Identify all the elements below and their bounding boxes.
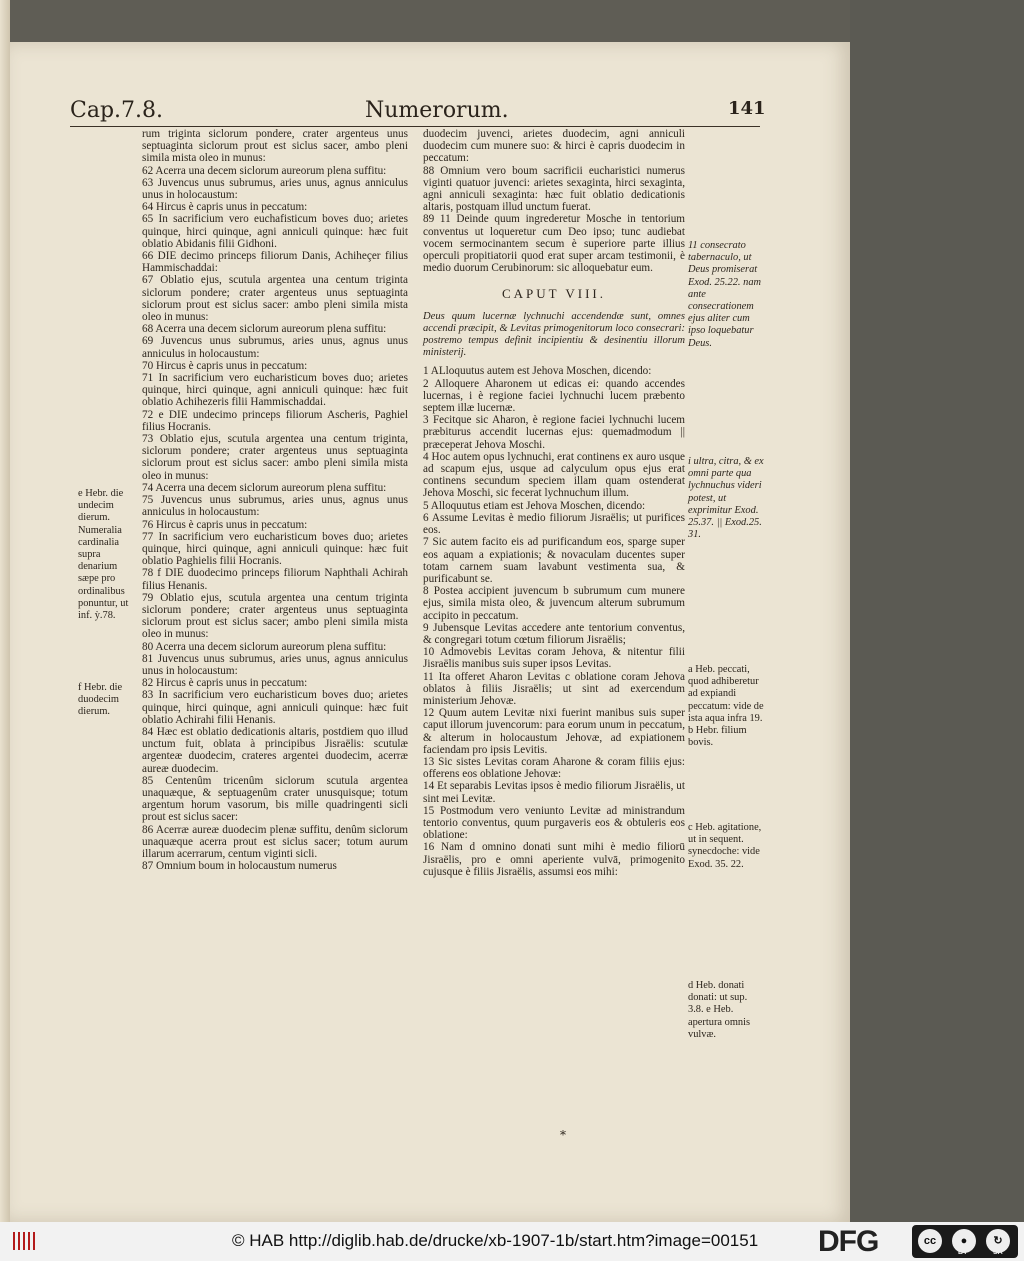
verse: 11 Ita offeret Aharon Levitas c oblatione coram Jehova oblatos à filiis Jisraëlis; ut sint ad exercendum ministerium Jehovæ. [423,670,685,707]
running-head-chapter: Cap.7.8. [70,98,164,123]
verse: 81 Juvencus unus subrumus, aries unus, agnus anniculus unus in holocaustum: [142,652,408,677]
verse: 68 Acerra una decem siclorum aureorum plena suffitu: [142,323,387,336]
verse: 6 Assume Levitas è medio filiorum Jisraëlis; ut purifices eos. [423,511,685,537]
margin-note-left-1: e Hebr. die undecim dierum. Numeralia cardinalia supra denarium sæpe pro ordinalibus ponuntur, ut inf. ỳ.78. [78,488,129,622]
by-person-icon: ● [952,1229,976,1253]
verse: 70 Hircus è capris unus in peccatum: [142,359,308,372]
verse: 67 Oblatio ejus, scutula argentea una centum triginta siclorum pondere; crater argenteus unus septuaginta siclorum prout est siclus sacer: ambo pleni simila mista oleo in munus: [142,274,408,324]
cc-icon: cc [918,1229,942,1253]
verse: 7 Sic autem facito eis ad purificandum eos, sparge super eos aquam a expiationis; & novaculam ducentes super totam carnem suam lavabunt vestimenta sua, & purificabunt se. [423,536,685,585]
verse: 10 Admovebis Levitas coram Jehova, & nitentur filii Jisraëlis manibus suis super ipsos Levitas. [423,646,685,671]
verse: 80 Acerra una decem siclorum aureorum plena suffitu: [142,640,387,653]
previous-page-edge [0,0,10,1222]
verse: 86 Acerræ aureæ duodecim plenæ suffitu, denûm siclorum unaquæque acerra prout est siclus sacer; totum aurum illarum acerrarum, centum viginti sicli. [142,823,408,860]
verse: 77 In sacrificium vero eucharisticum boves duo; arietes quinque, hirci quinque, agni anniculi quinque: hæc fuit oblatio Paghielis filii Hocranis. [142,530,408,568]
verse: 72 e DIE undecimo princeps filiorum Ascheris, Paghiel filius Hocranis. [142,408,408,433]
verse: 15 Postmodum vero veniunto Levitæ ad ministrandum tentorio conventus, quum purgaveris eos & obtuleris eos oblatione: [423,804,685,842]
verse: 65 In sacrificium vero euchafisticum boves duo; arietes quinque, hirci quinque, agni anniculi quinque: hæc fuit oblatio Abidanis filii Gidhoni. [142,213,408,250]
page-number: 141 [728,98,766,119]
verse: 84 Hæc est oblatio dedicationis altaris, postdiem quo illud unctum fuit, oblata à principibus Jisraëlis: scutulæ argenteæ duodecim, crateres argentei duodecim, acerræ aureæ duodecim. [142,725,408,775]
header-rule [70,126,760,127]
copyright-link[interactable]: © HAB http://diglib.hab.de/drucke/xb-1907-1b/start.htm?image=00151 [232,1231,759,1250]
sa-label: SA [993,1249,1003,1256]
verse: 64 Hircus è capris unus in peccatum: [142,201,308,214]
asterisk-ornament: * [560,1128,566,1142]
verse: 85 Centenûm tricenûm siclorum scutula argentea unaquæque, & septuagenûm crater unusquisque; totum argentum horum vasorum, bis mille quadringenti sicli prout est siclus sacer: [142,774,408,824]
verse: 12 Quum autem Levitæ nixi fuerint manibus suis super caput illorum juvencorum: para eorum unum in peccatum, & alterum in holocaustum Jehovæ, ad expiationem faciendam pro ipsis Levitis. [423,707,685,756]
verse: 69 Juvencus unus subrumus, aries unus, agnus unus anniculus in holocaustum: [142,335,408,360]
verse: 71 In sacrificium vero eucharisticum boves duo; arietes quinque, hirci quinque, agni anniculi quinque: hæc fuit oblatio Achihezeris filii Hammischaddai. [142,372,408,409]
margin-note-left-2: f Hebr. die duodecim dierum. [78,682,123,718]
verse: 88 Omnium vero boum sacrificii eucharistici numerus viginti quatuor juvenci: arietes sexaginta, hirci sexaginta, agni anniculi sexaginta: hæc fuit oblatio dedicationis altaris, postquam illud unctum fuerat. [423,164,685,214]
verse: 62 Acerra una decem siclorum aureorum plena suffitu: [142,164,387,177]
verse: 4 Hoc autem opus lychnuchi, erat continens ex auro usque ad scapum ejus, usque ad calyculum opus ejus erat continens secundum speciem illam quam ostenderat Jehova Moschi, sic fecerat lychnuchum illum. [423,450,685,500]
verse: 75 Juvencus unus subrumus, aries unus, agnus unus anniculus in holocaustum: [142,494,408,519]
verse: 83 In sacrificium vero eucharisticum boves duo; arietes quinque, hirci quinque, agni anniculi quinque: hæc fuit oblatio Achirahi filii Henanis. [142,689,408,726]
cc-license-badge[interactable] [912,1225,1018,1258]
verse: 78 f DIE duodecimo princeps filiorum Naphthali Achirah filius Henanis. [142,567,408,592]
running-head-title: Numerorum. [365,98,509,123]
verse: 16 Nam d omnino donati sunt mihi è medio filiorū Jisraëlis, pro e omni aperiente vulvā, primogenito cujusque è filiis Jisraëlis, assumsi eos mihi: [423,841,685,878]
verse: 76 Hircus è capris unus in peccatum: [142,518,308,531]
viewer-footer [0,1222,1024,1261]
text-column-right [423,128,685,878]
share-alike-icon: ↻ [986,1229,1010,1253]
scan-margin-dark [850,0,1024,1222]
chapter-summary: Deus quum lucernæ lychnuchi accendendæ sunt, omnes accendi præcipit, & Levitas primogenitorum loco consecrari: postremo tempus definit incipientiu & desinentiu illorum ministerij. [423,310,685,359]
verse: duodecim juvenci, arietes duodecim, agni anniculi duodecim cum munere suo: & hirci è capris duodecim in peccatum: [423,128,685,165]
verse: 82 Hircus è capris unus in peccatum: [142,677,308,690]
library-logo-icon [10,1228,38,1254]
verse: 5 Alloquutus etiam est Jehova Moschen, dicendo: [423,499,646,512]
text-column-left [142,128,408,872]
verse: 79 Oblatio ejus, scutula argentea una centum triginta siclorum pondere; crater argenteus unus septuaginta siclorum prout est siclus sacer; ambo pleni simila mista oleo in munus: [142,591,408,641]
verse: 2 Alloquere Aharonem ut edicas ei: quando accendes lucernas, i è regione faciei lychnuchi lucem præbento septem illæ lucernæ. [423,377,685,415]
verse: 9 Jubensque Levitas accedere ante tentorium conventus, & congregari totum cœtum filiorum Jisraëlis; [423,621,685,646]
verse: 13 Sic sistes Levitas coram Aharone & coram filiis ejus: offerens eos oblatione Jehovæ: [423,755,685,781]
margin-note-right-2: i ultra, citra, & ex omni parte qua lychnuchus videri potest, ut exprimitur Exod. 25.37. || Exod.25. 31. [688,456,764,541]
verse: 87 Omnium boum in holocaustum numerus [142,860,337,873]
margin-note-right-3: a Heb. peccati, quod adhiberetur ad expiandi peccatum: vide de ista aqua infra 19. b Hebr. filium bovis. [688,664,764,749]
margin-note-right-4: c Heb. agitatione, ut in sequent. synecdoche: vide Exod. 35. 22. [688,822,762,870]
verse: 89 11 Deinde quum ingrederetur Mosche in tentorium conventus ut loqueretur cum Deo ipso; tunc audiebat vocem sermocinantem secum è superiore parte illius operculi propitiatorii quod erat super arcam testimonii, è medio duorum Cerubinorum: sic alloquebatur eum. [423,213,685,275]
verse: rum triginta siclorum pondere, crater argenteus unus septuaginta siclorum prout est siclus sacer, ambo pleni simila mista oleo in munus: [142,128,408,165]
margin-note-right-5: d Heb. donati donati: ut sup. 3.8. e Heb. apertura omnis vulvæ. [688,980,751,1040]
dfg-logo[interactable]: DFG [818,1225,879,1258]
verse: 74 Acerra una decem siclorum aureorum plena suffitu: [142,481,387,494]
verse: 8 Postea accipient juvencum b subrumum cum munere ejus, simila mista oleo, & juvencum alterum subrumum accipito in peccatum. [423,585,685,622]
verse: 14 Et separabis Levitas ipsos è medio filiorum Jisraëlis, ut sint mei Levitæ. [423,780,685,805]
verse: 1 ALloquutus autem est Jehova Moschen, dicendo: [423,365,652,378]
verse: 73 Oblatio ejus, scutula argentea una centum triginta, siclorum pondere; crater argenteus unus septuaginta siclorum prout est siclus sacer: ambo pleni simila mista oleo in munus: [142,433,408,482]
verse: 66 DIE decimo princeps filiorum Danis, Achiheçer filius Hammischaddai: [142,250,408,275]
verse: 3 Fecitque sic Aharon, è regione faciei lychnuchi lucem præbiturus accendit lucernas ejus: quemadmodum || præceperat Jehova Moschi. [423,414,685,451]
chapter-heading: CAPUT VIII. [501,286,607,302]
verse: 63 Juvencus unus subrumus, aries unus, agnus anniculus unus in holocaustum: [142,176,408,202]
margin-note-right-1: 11 consecrato tabernaculo, ut Deus promiserat Exod. 25.22. nam ante consecrationem ejus aliter cum ipso loquebatur Deus. [688,240,762,349]
by-label: BY [958,1249,968,1256]
